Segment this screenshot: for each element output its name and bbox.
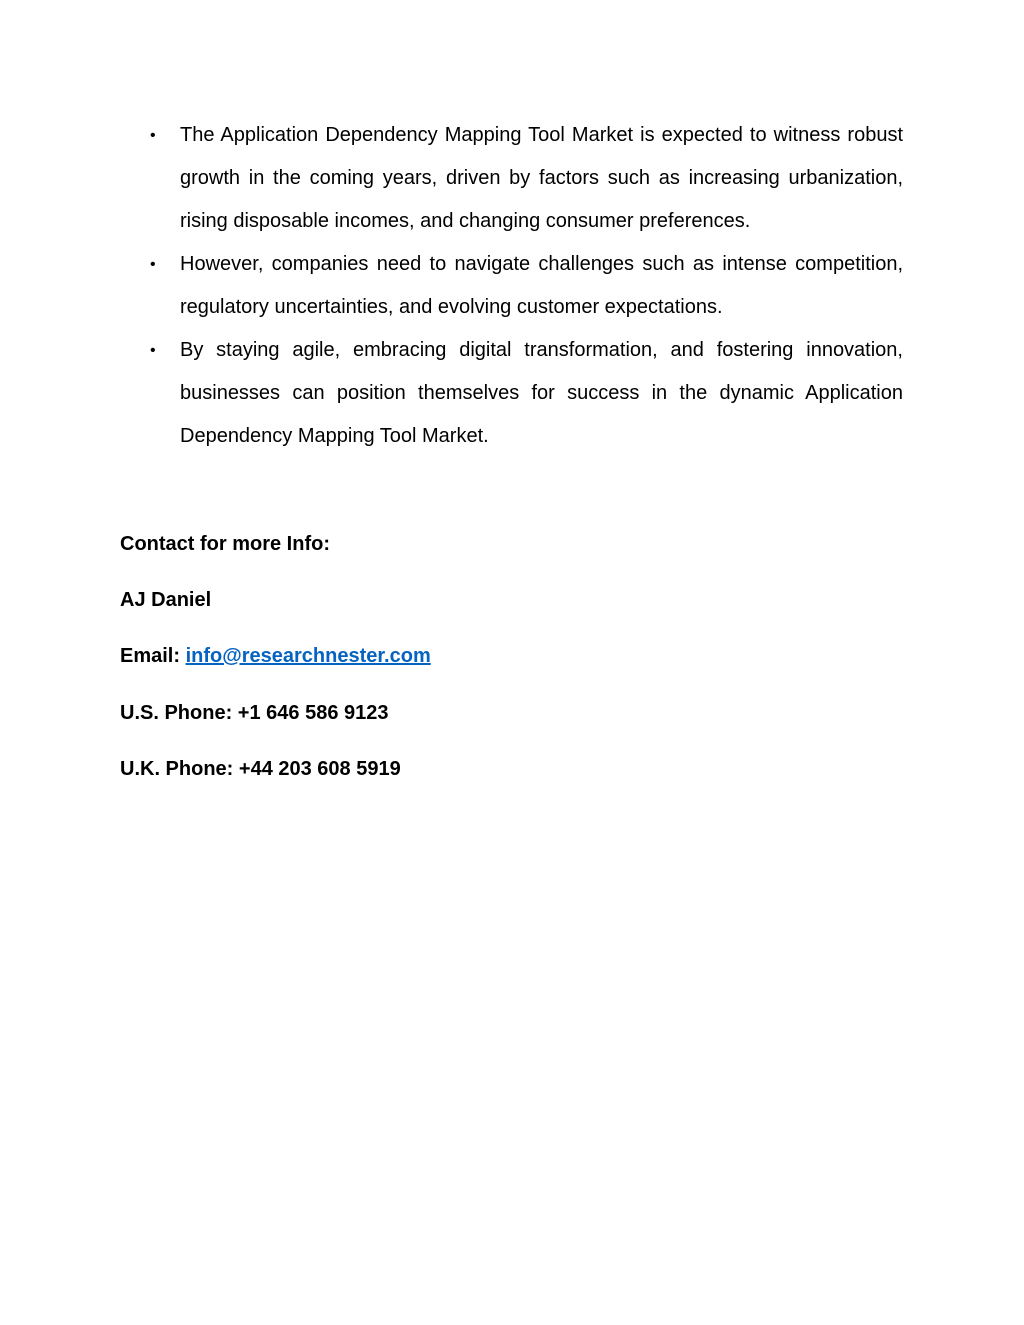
list-item (120, 243, 903, 329)
contact-name: AJ Daniel (120, 589, 212, 611)
uk-phone: U.K. Phone: +44 203 608 5919 (120, 758, 401, 780)
email-link[interactable]: info@researchnester.com (185, 645, 431, 667)
us-phone: U.S. Phone: +1 646 586 9123 (120, 702, 389, 724)
bullet-text: The Application Dependency Mapping Tool Market is expected to witness robust growth in the coming years, driven by factors such as increasing urbanization, rising disposable incomes, and changing consumer preferences. (180, 124, 903, 232)
contact-heading: Contact for more Info: (120, 533, 330, 555)
email-label: Email: (120, 645, 186, 667)
contact-email (120, 641, 820, 671)
list-item (120, 114, 903, 243)
bullet-icon: • (150, 342, 156, 359)
bullet-list (120, 114, 903, 458)
bullet-text: However, companies need to navigate challenges such as intense competition, regulatory uncertainties, and evolving customer expectations. (180, 253, 903, 318)
bullet-icon: • (150, 256, 156, 273)
bullet-text: By staying agile, embracing digital transformation, and fostering innovation, businesses can position themselves for success in the dynamic Application Dependency Mapping Tool Market. (180, 339, 903, 447)
bullet-icon: • (150, 127, 156, 144)
list-item (120, 329, 903, 458)
